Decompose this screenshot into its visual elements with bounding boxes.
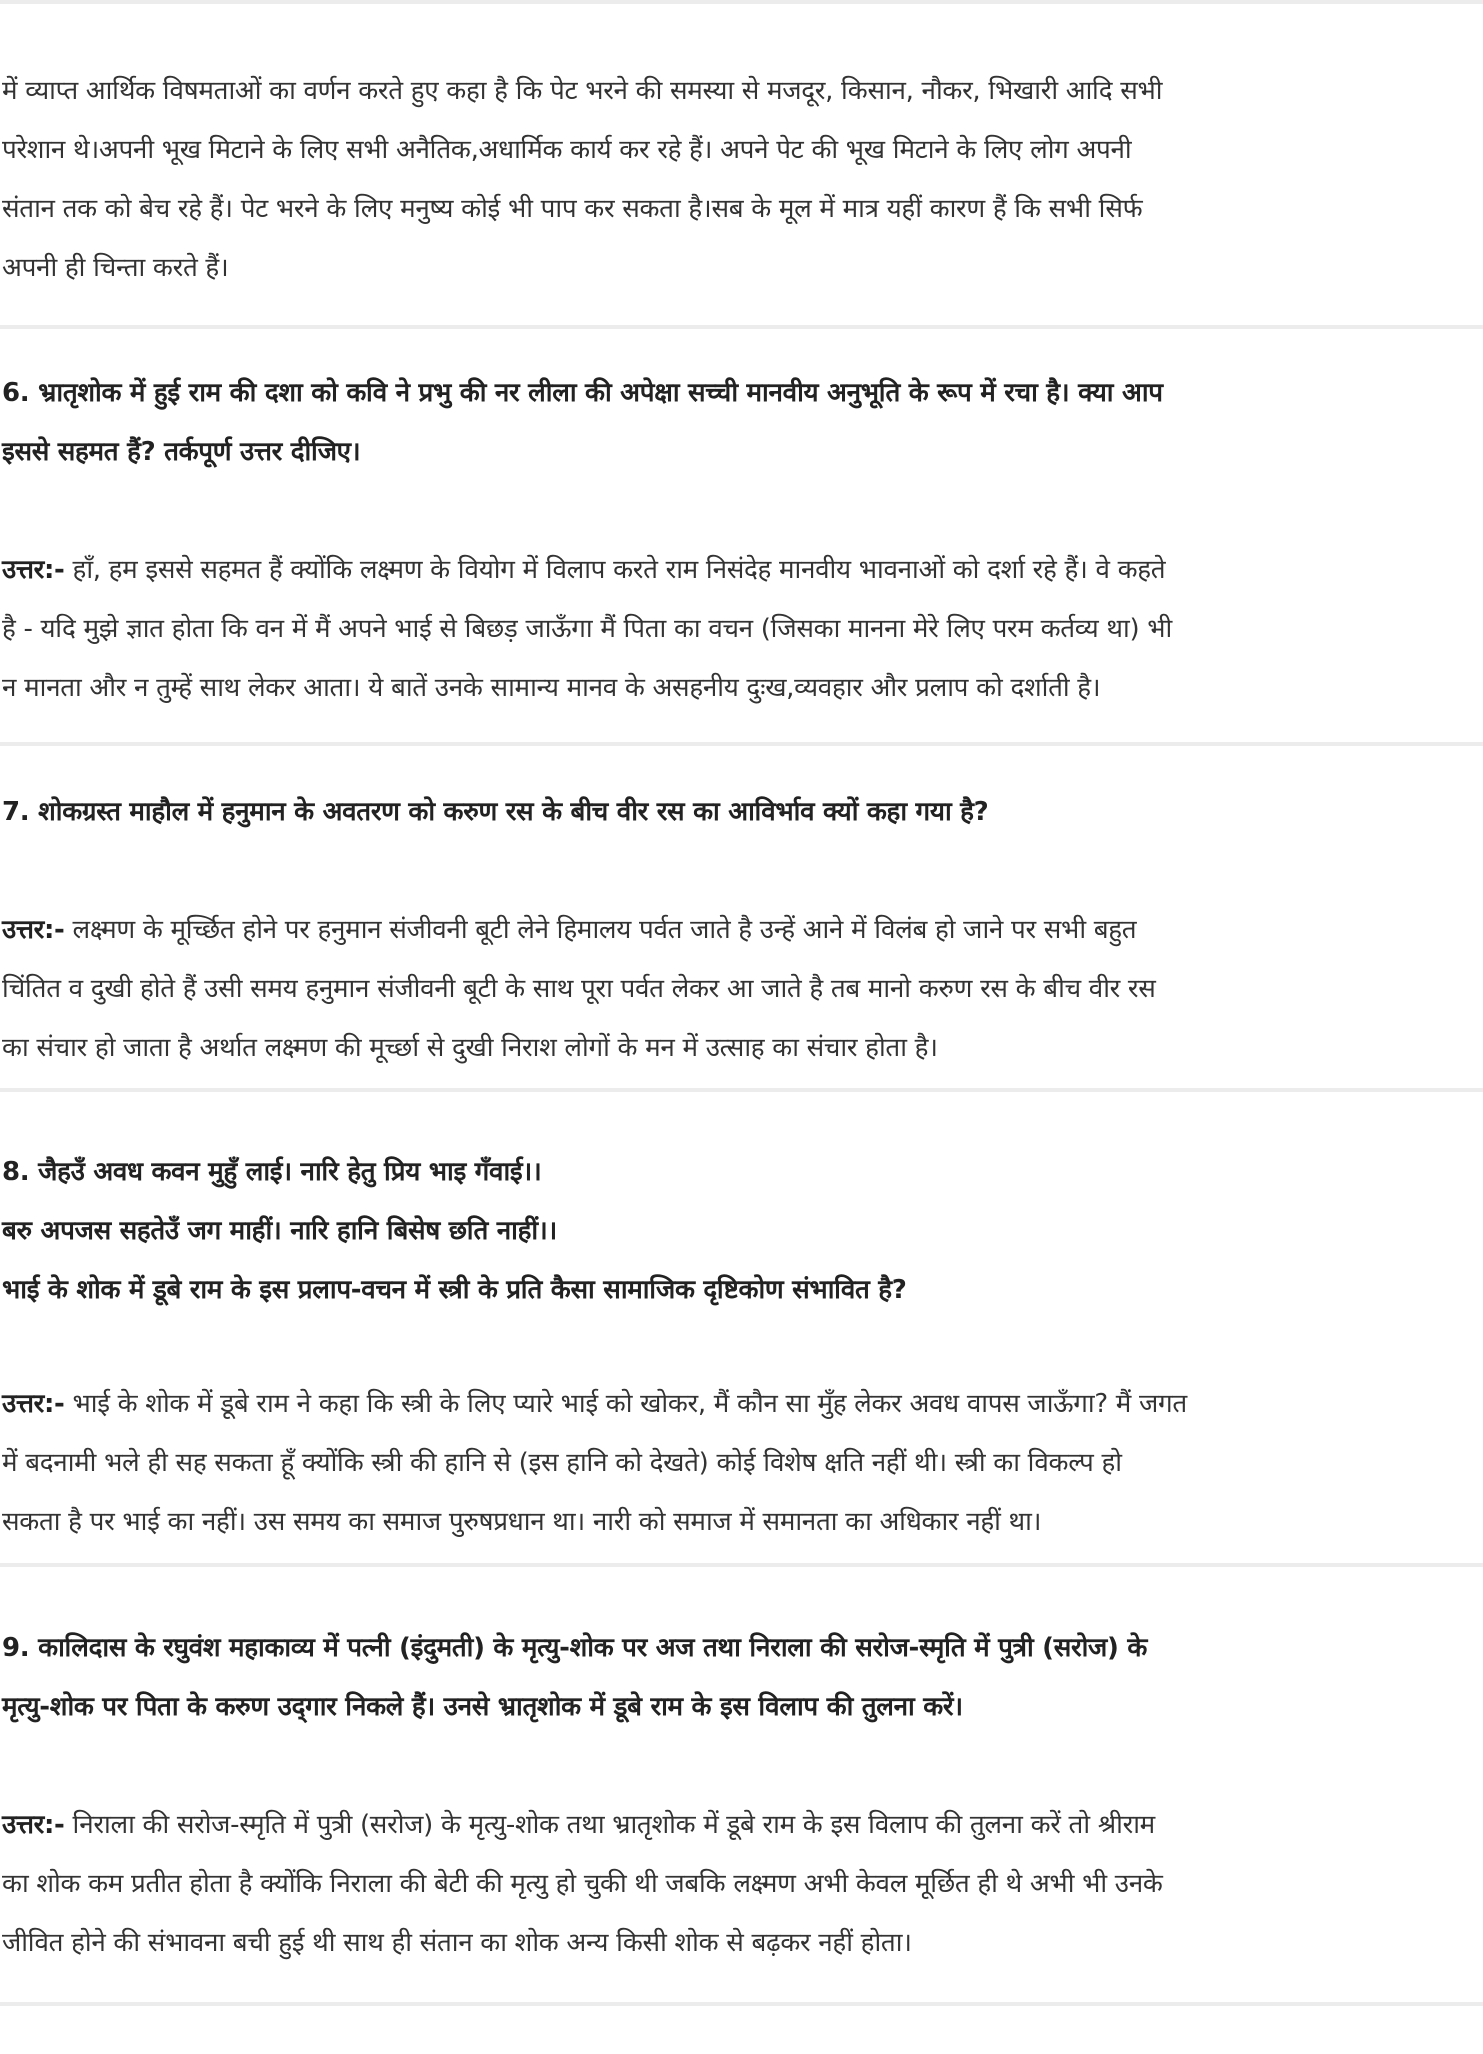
answer-line (2, 901, 1472, 960)
divider (0, 1088, 1483, 1092)
answer-8 (2, 1375, 1472, 1552)
text-line: परेशान थे।अपनी भूख मिटाने के लिए सभी अनैतिक,अधार्मिक कार्य कर रहे हैं। अपने पेट की भूख मिटाने के लिए लोग अपनी (2, 135, 1132, 165)
divider (0, 0, 1483, 4)
divider (0, 742, 1483, 746)
text-line: अपनी ही चिन्ता करते हैं। (2, 253, 229, 283)
question-8 (2, 1143, 1472, 1320)
question-line: बरु अपजस सहतेउँ जग माहीं। नारि हानि बिसेष छति नाहीं।। (2, 1216, 557, 1246)
question-7 (2, 783, 1472, 842)
answer-9 (2, 1796, 1472, 1973)
answer-label: उत्तर:- (2, 915, 65, 945)
question-line: मृत्यु-शोक पर पिता के करुण उद्‌गार निकले हैं। उनसे भ्रातृशोक में डूबे राम के इस विलाप की तुलना करें। (2, 1692, 963, 1722)
answer-label: उत्तर:- (2, 1810, 65, 1840)
question-line: 6. भ्रातृशोक में हुई राम की दशा को कवि ने प्रभु की नर लीला की अपेक्षा सच्ची मानवीय अनुभूति के रूप में रचा है। क्या आप (2, 378, 1163, 408)
answer-line: न मानता और न तुम्हें साथ लेकर आता। ये बातें उनके सामान्य मानव के असहनीय दुःख,व्यवहार और प्रलाप को दर्शाती है। (2, 673, 1101, 703)
answer-text: निराला की सरोज-स्मृति में पुत्री (सरोज) के मृत्यु-शोक तथा भ्रातृशोक में डूबे राम के इस विलाप की तुलना करें तो श्रीराम (64, 1810, 1155, 1840)
answer-line: है - यदि मुझे ज्ञात होता कि वन में मैं अपने भाई से बिछड़ जाऊँगा मैं पिता का वचन (जिसका मानना मेरे लिए परम कर्तव्य था) भी (2, 614, 1172, 644)
answer-line: जीवित होने की संभावना बची हुई थी साथ ही संतान का शोक अन्य किसी शोक से बढ़कर नहीं होता। (2, 1928, 912, 1958)
divider (0, 325, 1483, 329)
answer-label: उत्तर:- (2, 1389, 65, 1419)
answer-line: का संचार हो जाता है अर्थात लक्ष्मण की मूर्च्छा से दुखी निराश लोगों के मन में उत्साह का संचार होता है। (2, 1033, 938, 1063)
question-line: 8. जैहउँ अवध कवन मुहुँ लाई। नारि हेतु प्रिय भाइ गँवाई।। (2, 1157, 542, 1187)
answer-line: चिंतित व दुखी होते हैं उसी समय हनुमान संजीवनी बूटी के साथ पूरा पर्वत लेकर आ जाते है तब मानो करुण रस के बीच वीर रस (2, 974, 1156, 1004)
question-6 (2, 364, 1472, 482)
answer-line (2, 1375, 1472, 1434)
text-line: में व्याप्त आर्थिक विषमताओं का वर्णन करते हुए कहा है कि पेट भरने की समस्या से मजदूर, किसान, नौकर, भिखारी आदि सभी (2, 76, 1163, 106)
intro-paragraph (2, 62, 1472, 298)
question-9 (2, 1619, 1472, 1737)
answer-text: हाँ, हम इससे सहमत हैं क्योंकि लक्ष्मण के वियोग में विलाप करते राम निसंदेह मानवीय भावनाओं को दर्शा रहे हैं। वे कहते (64, 555, 1166, 585)
question-line: 7. शोकग्रस्त माहौल में हनुमान के अवतरण को करुण रस के बीच वीर रस का आविर्भाव क्यों कहा गया है? (2, 797, 989, 827)
answer-text: लक्ष्मण के मूर्च्छित होने पर हनुमान संजीवनी बूटी लेने हिमालय पर्वत जाते है उन्हें आने में विलंब हो जाने पर सभी बहुत (64, 915, 1137, 945)
answer-7 (2, 901, 1472, 1078)
answer-line: सकता है पर भाई का नहीं। उस समय का समाज पुरुषप्रधान था। नारी को समाज में समानता का अधिकार नहीं था। (2, 1507, 1042, 1537)
question-line: 9. कालिदास के रघुवंश महाकाव्य में पत्नी (इंदुमती) के मृत्यु-शोक पर अज तथा निराला की सरोज-स्मृति में पुत्री (सरोज) के (2, 1633, 1148, 1663)
text-line: संतान तक को बेच रहे हैं। पेट भरने के लिए मनुष्य कोई भी पाप कर सकता है।सब के मूल में मात्र यहीं कारण हैं कि सभी सिर्फ (2, 194, 1143, 224)
answer-line: में बदनामी भले ही सह सकता हूँ क्योंकि स्त्री की हानि से (इस हानि को देखते) कोई विशेष क्षति नहीं थी। स्त्री का विकल्प हो (2, 1448, 1122, 1478)
question-line: इससे सहमत हैं? तर्कपूर्ण उत्तर दीजिए। (2, 437, 361, 467)
answer-line (2, 541, 1472, 600)
answer-line (2, 1796, 1472, 1855)
answer-6 (2, 541, 1472, 718)
answer-label: उत्तर:- (2, 555, 65, 585)
answer-text: भाई के शोक में डूबे राम ने कहा कि स्त्री के लिए प्यारे भाई को खोकर, मैं कौन सा मुँह लेकर अवध वापस जाऊँगा? मैं जगत (64, 1389, 1187, 1419)
divider (0, 2002, 1483, 2006)
divider (0, 1563, 1483, 1567)
question-line: भाई के शोक में डूबे राम के इस प्रलाप-वचन में स्त्री के प्रति कैसा सामाजिक दृष्टिकोण संभावित है? (2, 1275, 907, 1305)
answer-line: का शोक कम प्रतीत होता है क्योंकि निराला की बेटी की मृत्यु हो चुकी थी जबकि लक्ष्मण अभी केवल मूर्छित ही थे अभी भी उनके (2, 1869, 1163, 1899)
